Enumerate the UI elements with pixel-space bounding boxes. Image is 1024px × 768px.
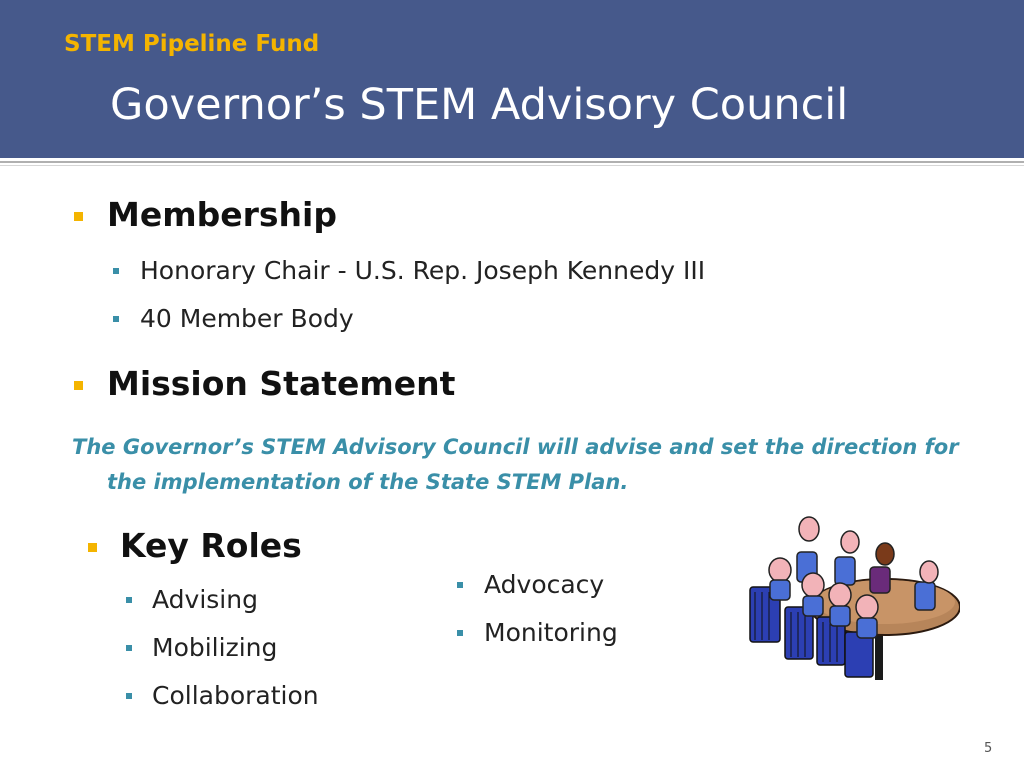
mission-heading: Mission Statement xyxy=(107,364,456,403)
mission-statement xyxy=(72,430,972,500)
membership-item: Honorary Chair - U.S. Rep. Joseph Kennedy III xyxy=(140,256,706,285)
slide-title: Governor’s STEM Advisory Council xyxy=(110,80,849,130)
key-role-item: Collaboration xyxy=(152,681,319,710)
divider-line-thin xyxy=(0,165,1024,166)
membership-heading: Membership xyxy=(107,195,337,234)
mission-line-1: The Governor’s STEM Advisory Council will advise and set the direction for xyxy=(72,435,959,459)
sub-bullet-icon xyxy=(126,645,132,651)
bullet-square-icon xyxy=(88,543,97,552)
sub-bullet-icon xyxy=(113,268,119,274)
sub-bullet-icon xyxy=(457,582,463,588)
key-role-item: Advising xyxy=(152,585,258,614)
bullet-square-icon xyxy=(74,212,83,221)
sub-bullet-icon xyxy=(113,316,119,322)
page-number: 5 xyxy=(984,741,993,756)
key-role-item: Mobilizing xyxy=(152,633,278,662)
key-roles-heading: Key Roles xyxy=(120,526,302,565)
sub-bullet-icon xyxy=(126,597,132,603)
divider-line xyxy=(0,161,1024,163)
meeting-table-clipart-icon xyxy=(745,512,960,687)
slide-kicker: STEM Pipeline Fund xyxy=(64,31,320,57)
mission-line-2: the implementation of the State STEM Plan. xyxy=(107,470,629,494)
sub-bullet-icon xyxy=(126,693,132,699)
title-bar xyxy=(0,0,1024,158)
bullet-square-icon xyxy=(74,381,83,390)
membership-item: 40 Member Body xyxy=(140,304,354,333)
sub-bullet-icon xyxy=(457,630,463,636)
key-role-item: Monitoring xyxy=(484,618,618,647)
key-role-item: Advocacy xyxy=(484,570,605,599)
